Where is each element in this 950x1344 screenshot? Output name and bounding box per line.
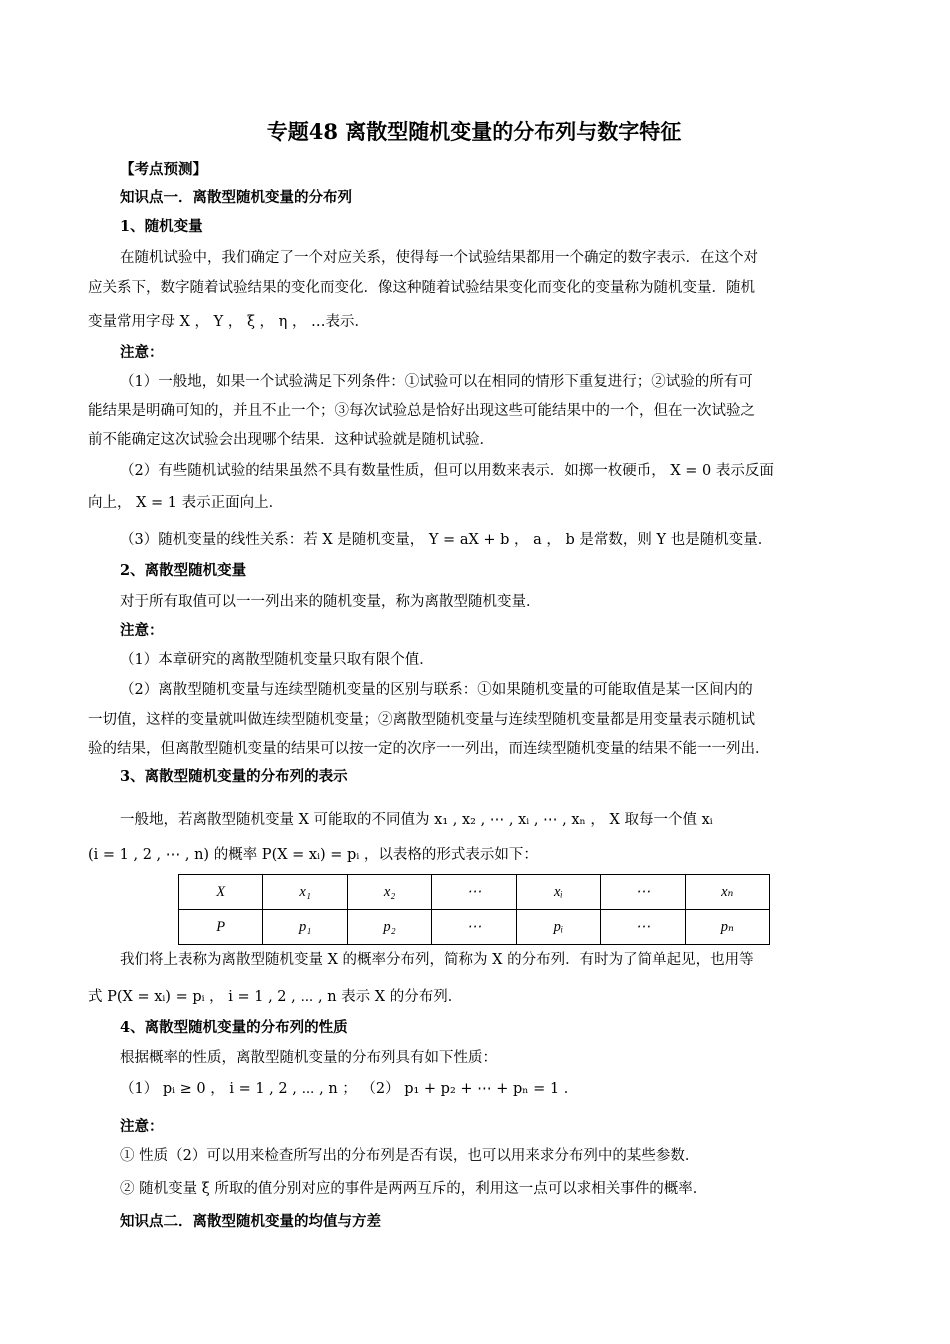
s3-heading: 3、离散型随机变量的分布列的表示 bbox=[120, 768, 348, 785]
s1-note-3: （3）随机变量的线性关系：若 X 是随机变量， Y = aX + b ， a ， b 是常数，则 Y 也是随机变量． bbox=[120, 532, 773, 548]
s3-para-line-4: 式 P(X = xᵢ) = pᵢ ， i = 1 , 2 , ⋯ , n 表示 X 的分布列． bbox=[88, 989, 463, 1005]
s1-note-label: 注意： bbox=[120, 344, 164, 361]
table-cell: pₙ bbox=[685, 910, 769, 945]
s2-note-2-line-2: 一切值，这样的变量就叫做连续型随机变量；②离散型随机变量与连续型随机变量都是用变量表示随机试 bbox=[88, 712, 755, 728]
s4-note-1: ① 性质（2）可以用来检查所写出的分布列是否有误，也可以用来求分布列中的某些参数． bbox=[120, 1148, 700, 1164]
s2-note-2-line-3: 验的结果，但离散型随机变量的结果可以按一定的次序一一列出，而连续型随机变量的结果不能一一列出． bbox=[88, 741, 770, 757]
s1-para-line-1: 在随机试验中，我们确定了一个对应关系，使得每一个试验结果都用一个确定的数字表示．在这个对 bbox=[120, 250, 758, 266]
table-cell: x₁ bbox=[263, 875, 347, 910]
s1-para-line-2: 应关系下，数字随着试验结果的变化而变化．像这种随着试验结果变化而变化的变量称为随机变量．随机 bbox=[88, 280, 755, 296]
table-cell: X bbox=[179, 875, 263, 910]
s3-para-line-3: 我们将上表称为离散型随机变量 X 的概率分布列，简称为 X 的分布列．有时为了简单起见，也用等 bbox=[120, 952, 754, 968]
s1-note-1-line-1: （1）一般地，如果一个试验满足下列条件：①试验可以在相同的情形下重复进行；②试验的所有可 bbox=[120, 374, 753, 390]
s4-note-label: 注意： bbox=[120, 1118, 164, 1135]
table-cell: ⋯ bbox=[432, 875, 516, 910]
table-cell: pᵢ bbox=[516, 910, 600, 945]
s4-para-line-1: 根据概率的性质，离散型随机变量的分布列具有如下性质： bbox=[120, 1050, 497, 1066]
s1-note-2-line-1: （2）有些随机试验的结果虽然不具有数量性质，但可以用数来表示．如掷一枚硬币， X = 0 表示反面 bbox=[120, 463, 774, 479]
s3-para-line-2: (i = 1 , 2 , ⋯ , n) 的概率 P(X = xᵢ) = pᵢ ，以表格的形式表示如下： bbox=[88, 847, 538, 863]
table-cell: ⋯ bbox=[601, 910, 685, 945]
s2-note-1: （1）本章研究的离散型随机变量只取有限个值． bbox=[120, 652, 434, 668]
table-cell: x₂ bbox=[347, 875, 431, 910]
s1-note-1-line-2: 能结果是明确可知的，并且不止一个；③每次试验总是恰好出现这些可能结果中的一个，但在一次试验之 bbox=[88, 403, 755, 419]
table-cell: xₙ bbox=[685, 875, 769, 910]
table-row bbox=[179, 910, 770, 945]
table-cell: xᵢ bbox=[516, 875, 600, 910]
knowledge-point-1-title: 知识点一．离散型随机变量的分布列 bbox=[120, 189, 352, 206]
s2-heading: 2、离散型随机变量 bbox=[120, 562, 247, 579]
s2-note-2-line-1: （2）离散型随机变量与连续型随机变量的区别与联系：①如果随机变量的可能取值是某一区间内的 bbox=[120, 682, 753, 698]
s1-note-1-line-3: 前不能确定这次试验会出现哪个结果．这种试验就是随机试验． bbox=[88, 432, 494, 448]
s4-heading: 4、离散型随机变量的分布列的性质 bbox=[120, 1019, 348, 1036]
s2-note-label: 注意： bbox=[120, 622, 164, 639]
page-title: 专题48 离散型随机变量的分布列与数字特征 bbox=[266, 119, 682, 144]
s4-note-2: ② 随机变量 ξ 所取的值分别对应的事件是两两互斥的，利用这一点可以求相关事件的概率． bbox=[120, 1181, 708, 1197]
table-cell: ⋯ bbox=[601, 875, 685, 910]
table-cell: ⋯ bbox=[432, 910, 516, 945]
s1-note-2-line-2: 向上， X = 1 表示正面向上． bbox=[88, 495, 284, 511]
distribution-table bbox=[178, 874, 770, 945]
table-row bbox=[179, 875, 770, 910]
knowledge-point-2-title: 知识点二．离散型随机变量的均值与方差 bbox=[120, 1213, 381, 1230]
table-cell: p₂ bbox=[347, 910, 431, 945]
s1-para-line-3: 变量常用字母 X ， Y ， ξ ， η ， …表示． bbox=[88, 314, 370, 330]
s1-heading: 1、随机变量 bbox=[120, 218, 203, 235]
s2-para: 对于所有取值可以一一列出来的随机变量，称为离散型随机变量． bbox=[120, 594, 541, 610]
section-tag: 【考点预测】 bbox=[120, 161, 207, 178]
s3-para-line-1: 一般地，若离散型随机变量 X 可能取的不同值为 x₁ , x₂ , ⋯ , xᵢ , ⋯ , xₙ ， X 取每一个值 xᵢ bbox=[120, 812, 713, 828]
s4-properties: （1） pᵢ ≥ 0 ， i = 1 , 2 , ⋯ , n ； （2） p₁ + p₂ + ⋯ + pₙ = 1 ． bbox=[120, 1081, 579, 1097]
table-cell: P bbox=[179, 910, 263, 945]
table-cell: p₁ bbox=[263, 910, 347, 945]
